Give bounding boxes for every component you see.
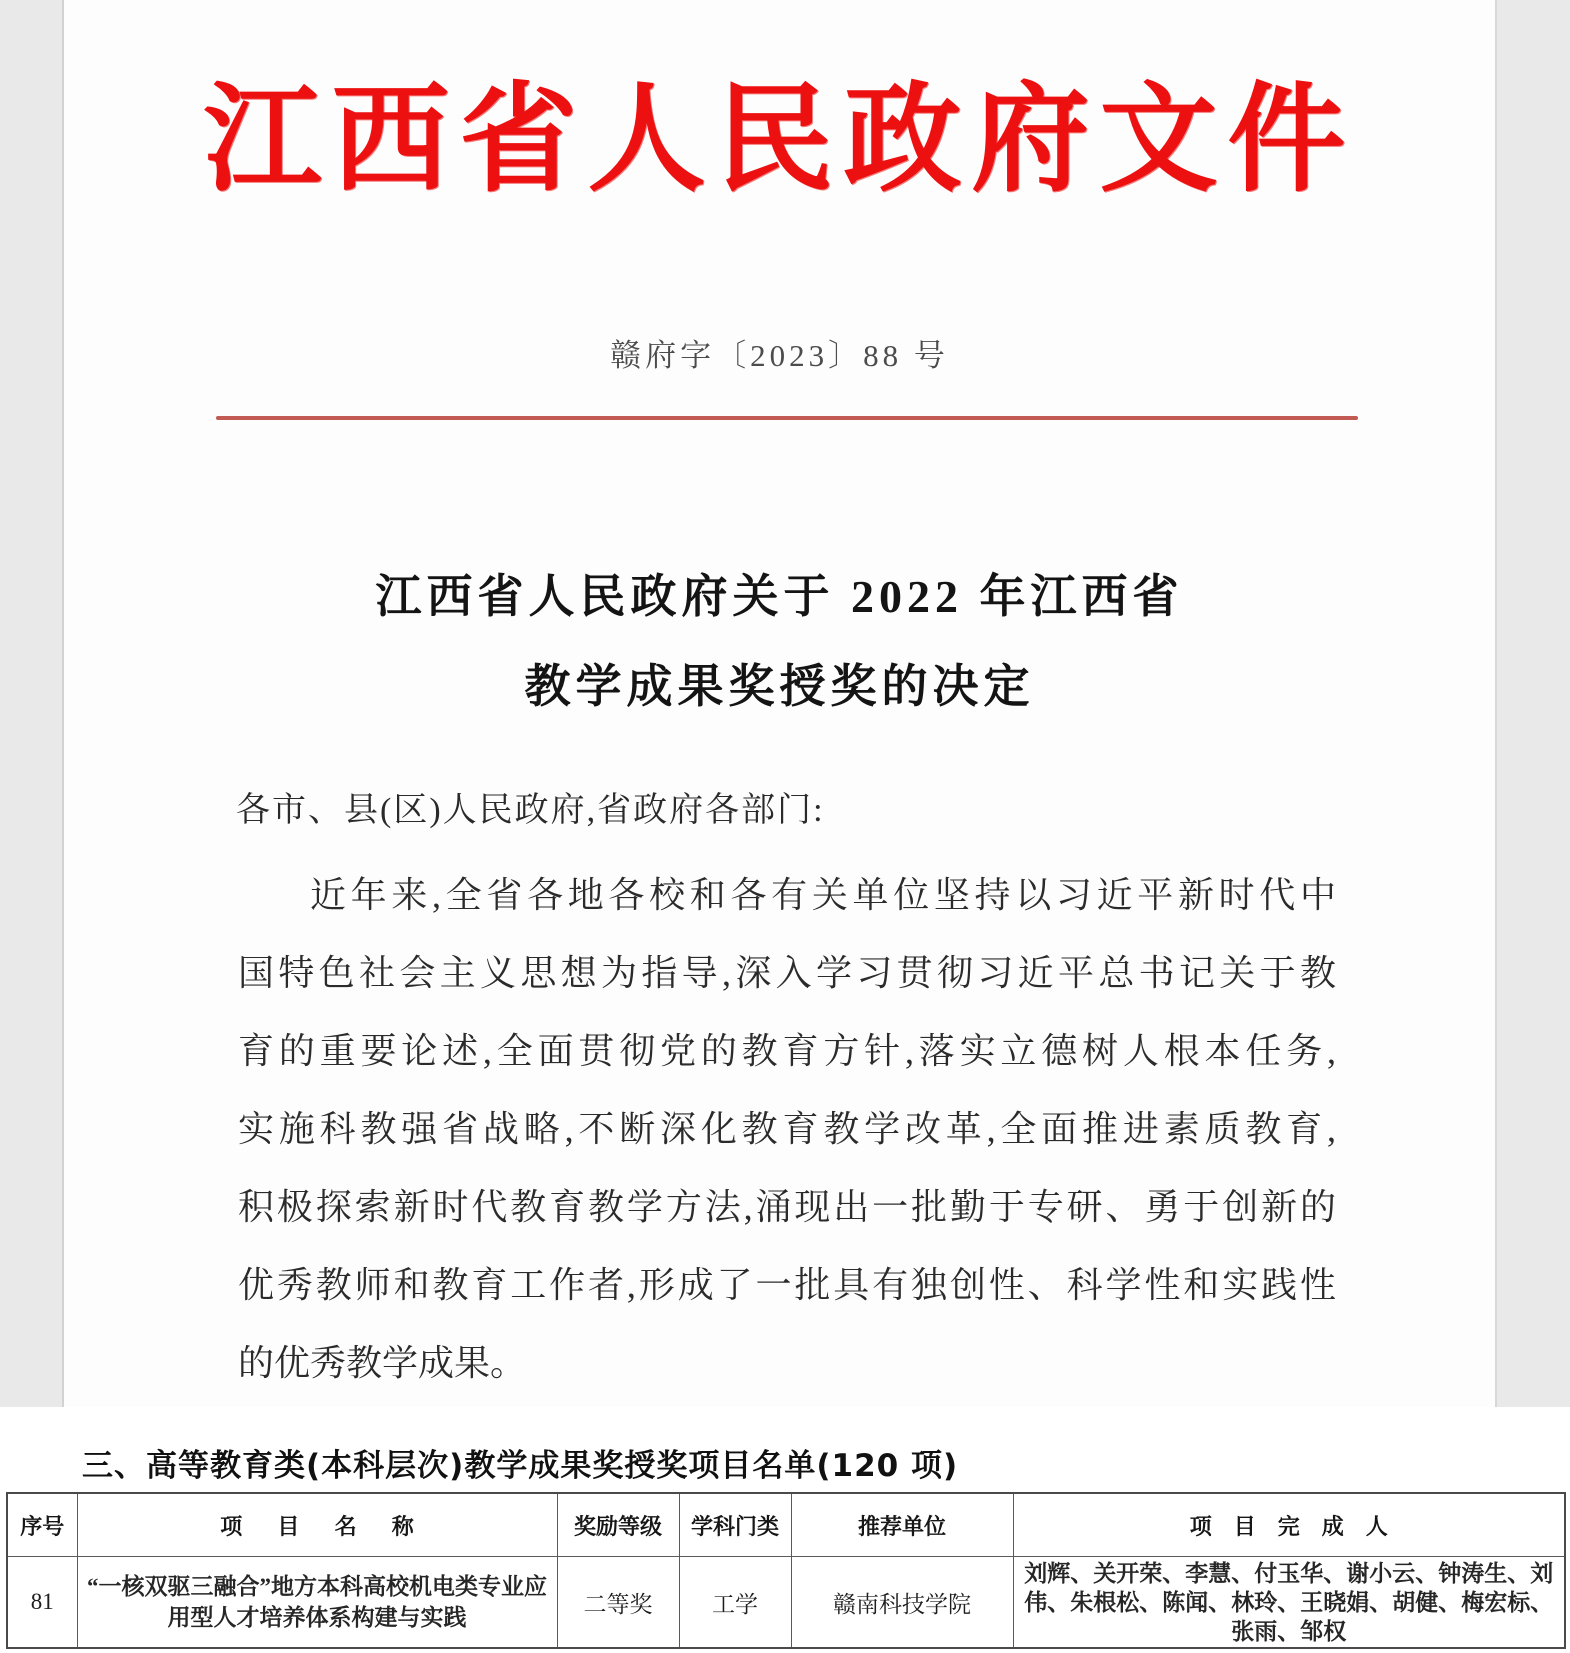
document-page xyxy=(64,0,1495,1407)
table-row xyxy=(7,1557,1565,1649)
document-title-line2: 教学成果奖授奖的决定 xyxy=(524,661,1035,712)
gov-letterhead-title: 江西省人民政府文件 xyxy=(203,75,1356,206)
body-line: 的优秀教学成果。 xyxy=(238,1343,527,1383)
red-divider-line xyxy=(216,416,1358,420)
body-line: 育的重要论述,全面贯彻党的教育方针,落实立德树人根本任务, xyxy=(238,1031,1336,1071)
body-line: 优秀教师和教育工作者,形成了一批具有独创性、科学性和实践性 xyxy=(238,1265,1336,1305)
col-header-recommender: 推荐单位 xyxy=(791,1493,1013,1557)
scan-margin-left xyxy=(0,0,64,1407)
cell-project-name: “一核双驱三融合”地方本科高校机电类专业应用型人才培养体系构建与实践 xyxy=(77,1557,557,1649)
cell-award-level: 二等奖 xyxy=(557,1557,679,1649)
document-number: 赣府字〔2023〕88 号 xyxy=(610,338,949,373)
body-paragraph xyxy=(238,856,1336,1402)
body-line: 国特色社会主义思想为指导,深入学习贯彻习近平总书记关于教 xyxy=(238,953,1336,993)
body-line: 实施科教强省战略,不断深化教育教学改革,全面推进素质教育, xyxy=(238,1109,1336,1149)
scan-margin-right xyxy=(1495,0,1570,1407)
annex-section-heading: 三、高等教育类(本科层次)教学成果奖授奖项目名单(120 项) xyxy=(82,1448,959,1484)
col-header-award-level: 奖励等级 xyxy=(557,1493,679,1557)
body-line: 近年来,全省各地各校和各有关单位坚持以习近平新时代中 xyxy=(310,875,1336,915)
col-header-project-name: 项目名称 xyxy=(77,1493,557,1557)
col-header-completers: 项目完成人 xyxy=(1013,1493,1565,1557)
col-header-discipline: 学科门类 xyxy=(679,1493,791,1557)
cell-discipline: 工学 xyxy=(679,1557,791,1649)
document-title-line1: 江西省人民政府关于 2022 年江西省 xyxy=(375,571,1184,622)
cell-serial: 81 xyxy=(7,1557,77,1649)
salutation-line: 各市、县(区)人民政府,省政府各部门: xyxy=(236,792,825,829)
award-project-table xyxy=(6,1492,1566,1649)
body-line: 积极探索新时代教育教学方法,涌现出一批勤于专研、勇于创新的 xyxy=(238,1187,1336,1227)
table-header-row xyxy=(7,1493,1565,1557)
col-header-serial: 序号 xyxy=(7,1493,77,1557)
cell-recommender: 赣南科技学院 xyxy=(791,1557,1013,1649)
cell-completers: 刘辉、关开荣、李慧、付玉华、谢小云、钟涛生、刘伟、朱根松、陈闻、林玲、王晓娟、胡健、梅宏标、张雨、邹权 xyxy=(1013,1557,1565,1649)
document-title xyxy=(64,552,1495,732)
